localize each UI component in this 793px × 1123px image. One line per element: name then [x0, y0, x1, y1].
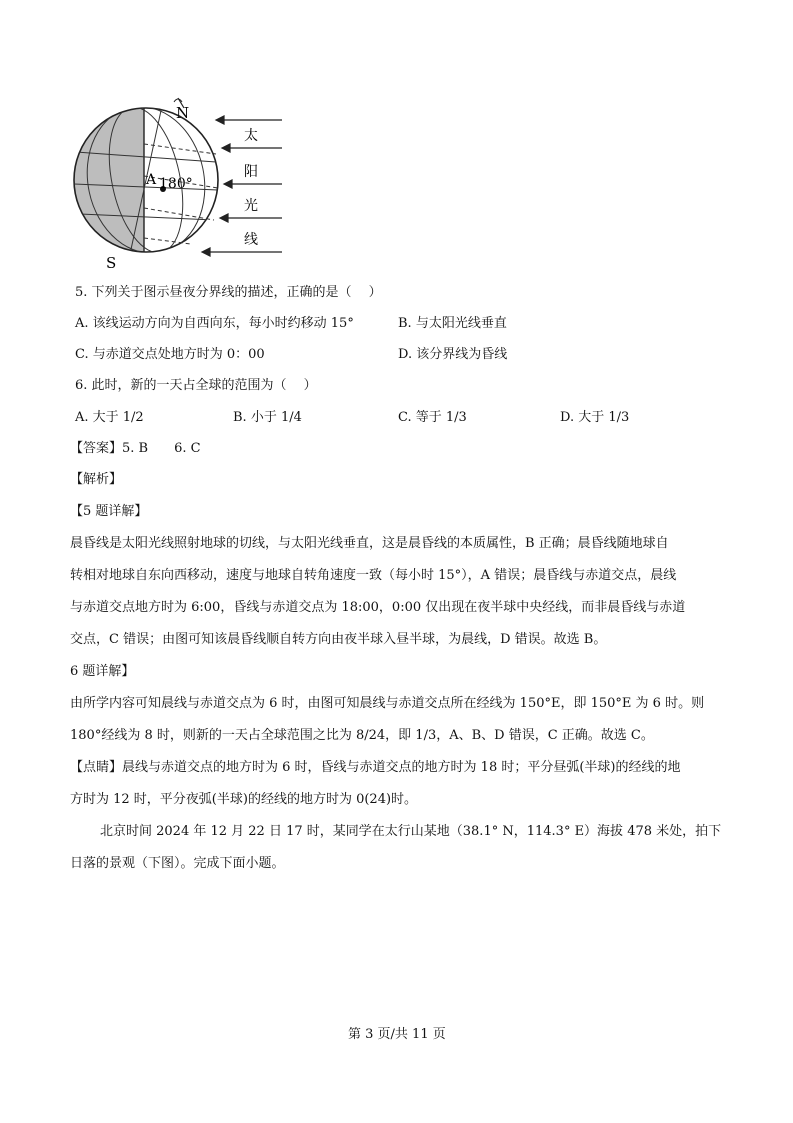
q5-detail-line: 转相对地球自东向西移动，速度与地球自转角速度一致（每小时 15°），A 错误；晨昏线与赤道交点，晨线	[70, 568, 677, 583]
globe-diagram	[66, 92, 288, 272]
sunlight-char-1: 太	[244, 128, 258, 144]
tip-line: 【点睛】晨线与赤道交点的地方时为 6 时，昏线与赤道交点的地方时为 18 时；平分昼弧(半球)的经线的地	[70, 760, 681, 775]
globe-figure	[66, 92, 288, 272]
q5-detail-line: 与赤道交点地方时为 6:00，昏线与赤道交点为 18:00，0:00 仅出现在夜半球中央经线，而非晨昏线与赤道	[70, 600, 686, 615]
q6-option-b: B. 小于 1/4	[233, 410, 302, 425]
q6-detail-line: 由所学内容可知晨线与赤道交点为 6 时，由图可知晨线与赤道交点所在经线为 150°E，即 150°E 为 6 时。则	[70, 696, 705, 711]
q5-stem: 5. 下列关于图示昼夜分界线的描述，正确的是（ ）	[75, 285, 382, 300]
analysis-heading: 【解析】	[70, 472, 123, 487]
q5-detail-line: 晨昏线是太阳光线照射地球的切线，与太阳光线垂直，这是晨昏线的本质属性，B 正确；晨昏线随地球自	[70, 536, 669, 551]
q5-option-c: C. 与赤道交点处地方时为 0：00	[75, 347, 265, 362]
q6-stem: 6. 此时，新的一天占全球的范围为（ ）	[75, 378, 317, 393]
q5-detail-heading: 【5 题详解】	[70, 504, 148, 519]
south-label: S	[106, 254, 117, 272]
next-question-line: 北京时间 2024 年 12 月 22 日 17 时，某同学在太行山某地（38.1° N，114.3° E）海拔 478 米处，拍下	[100, 824, 722, 839]
north-label: N	[176, 104, 190, 122]
q5-option-a: A. 该线运动方向为自西向东，每小时约移动 15°	[75, 316, 354, 331]
sunlight-char-4: 线	[244, 232, 258, 248]
q5-option-b: B. 与太阳光线垂直	[398, 316, 507, 331]
q6-detail-heading: 6 题详解】	[70, 664, 135, 679]
sunlight-char-3: 光	[244, 198, 258, 214]
q6-option-d: D. 大于 1/3	[560, 410, 630, 425]
next-question-line: 日落的景观（下图）。完成下面小题。	[70, 856, 285, 871]
sunlight-text	[244, 127, 258, 248]
page-footer: 第 3 页/共 11 页	[348, 1027, 446, 1042]
q6-detail-line: 180°经线为 8 时，则新的一天占全球范围之比为 8/24，即 1/3，A、B、D 错误，C 正确。故选 C。	[70, 728, 654, 743]
q5-detail-line: 交点，C 错误；由图可知该晨昏线顺自转方向由夜半球入昼半球，为晨线，D 错误。故选 B。	[70, 632, 607, 647]
q5-option-d: D. 该分界线为昏线	[398, 347, 508, 362]
sunlight-arrows	[202, 116, 282, 256]
q6-option-a: A. 大于 1/2	[75, 410, 144, 425]
point-a-label: A	[146, 172, 157, 188]
sunlight-char-2: 阳	[244, 164, 258, 180]
tip-line: 方时为 12 时，平分夜弧(半球)的经线的地方时为 0(24)时。	[70, 792, 418, 807]
answer-line: 【答案】5. B 6. C	[70, 441, 201, 456]
meridian-180-label: 180°	[159, 176, 193, 192]
q6-option-c: C. 等于 1/3	[398, 410, 467, 425]
